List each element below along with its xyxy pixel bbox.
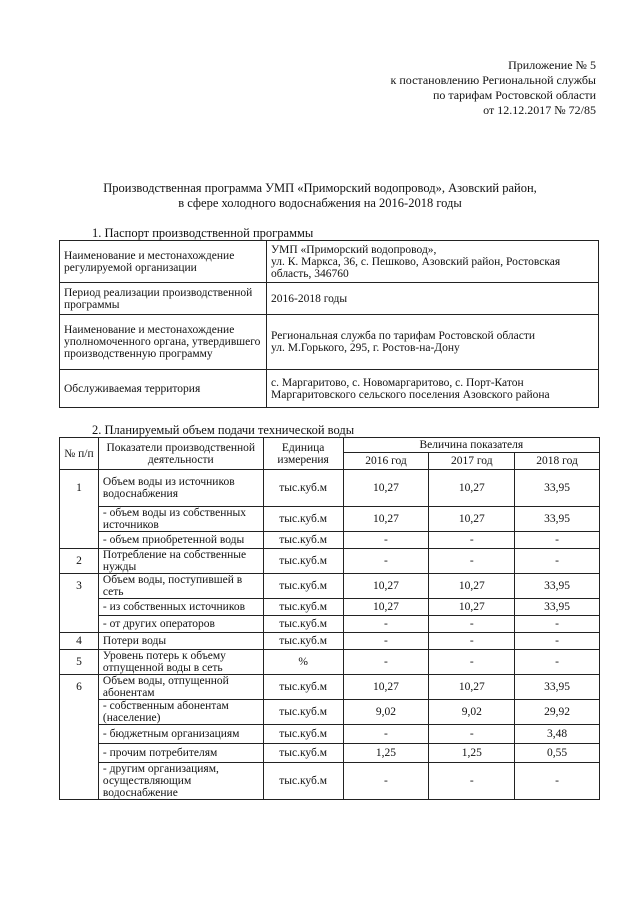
row-indicator: Объем воды, поступившей в сеть xyxy=(98,574,263,599)
table-row xyxy=(60,470,600,507)
row-indicator: - объем воды из собственных источников xyxy=(98,507,263,532)
passport-value-line: Региональная служба по тарифам Ростовской области xyxy=(271,330,536,342)
passport-key: Период реализации производственной программы xyxy=(60,283,267,315)
passport-value xyxy=(267,283,599,315)
row-num xyxy=(60,763,99,800)
row-unit: тыс.куб.м xyxy=(263,675,343,700)
passport-row xyxy=(60,315,599,370)
row-value-2016: - xyxy=(343,650,429,675)
row-value-2016: - xyxy=(343,532,429,549)
header-year: 2018 год xyxy=(515,453,600,470)
passport-key: Обслуживаемая территория xyxy=(60,370,267,408)
row-num xyxy=(60,700,99,725)
passport-value xyxy=(267,315,599,370)
row-unit: тыс.куб.м xyxy=(263,725,343,744)
row-unit: тыс.куб.м xyxy=(263,616,343,633)
row-indicator: Уровень потерь к объему отпущенной воды в сеть xyxy=(98,650,263,675)
row-indicator: - объем приобретенной воды xyxy=(98,532,263,549)
row-unit: тыс.куб.м xyxy=(263,763,343,800)
passport-value-line: с. Маргаритово, с. Новомаргаритово, с. Порт-Катон xyxy=(271,376,524,389)
row-unit: тыс.куб.м xyxy=(263,507,343,532)
row-num xyxy=(60,725,99,744)
row-value-2016: 10,27 xyxy=(343,507,429,532)
row-num: 3 xyxy=(60,574,99,599)
row-value-2018: - xyxy=(515,549,600,574)
passport-value-line: УМП «Приморский водопровод», xyxy=(271,243,437,256)
table-row xyxy=(60,763,600,800)
passport-row xyxy=(60,283,599,315)
row-value-2018: - xyxy=(515,650,600,675)
section-2-heading: 2. Планируемый объем подачи технической воды xyxy=(92,423,355,437)
row-value-2016: - xyxy=(343,763,429,800)
row-num: 1 xyxy=(60,470,99,507)
row-indicator: - от других операторов xyxy=(98,616,263,633)
row-value-2016: 10,27 xyxy=(343,675,429,700)
row-value-2016: - xyxy=(343,633,429,650)
row-num: 2 xyxy=(60,549,99,574)
annex-line-4: от 12.12.2017 № 72/85 xyxy=(483,103,596,117)
row-indicator: - из собственных источников xyxy=(98,599,263,616)
row-unit: тыс.куб.м xyxy=(263,700,343,725)
row-value-2017: 1,25 xyxy=(429,744,515,763)
volume-header-row xyxy=(60,438,600,453)
table-row xyxy=(60,675,600,700)
row-num xyxy=(60,744,99,763)
row-indicator: Объем воды, отпущенной абонентам xyxy=(98,675,263,700)
title-line-1: Производственная программа УМП «Приморский водопровод», Азовский район, xyxy=(103,181,537,195)
row-value-2017: - xyxy=(429,725,515,744)
passport-value-line: область, 346760 xyxy=(271,267,349,280)
table-row xyxy=(60,725,600,744)
row-value-2016: 10,27 xyxy=(343,470,429,507)
row-value-2016: 10,27 xyxy=(343,599,429,616)
row-value-2016: 1,25 xyxy=(343,744,429,763)
row-indicator: - другим организациям, осуществляющим водоснабжение xyxy=(98,763,263,800)
row-value-2017: - xyxy=(429,549,515,574)
row-value-2018: 29,92 xyxy=(515,700,600,725)
row-indicator: Объем воды из источников водоснабжения xyxy=(98,470,263,507)
passport-value-line: ул. К. Маркса, 36, с. Пешково, Азовский район, Ростовская xyxy=(271,255,561,268)
row-indicator: - прочим потребителям xyxy=(98,744,263,763)
row-unit: тыс.куб.м xyxy=(263,532,343,549)
passport-key: Наименование и местонахождение уполномоченного органа, утвердившего производственную программу xyxy=(60,315,267,370)
row-num xyxy=(60,599,99,616)
passport-row xyxy=(60,241,599,283)
header-year: 2016 год xyxy=(343,453,429,470)
row-indicator: - бюджетным организациям xyxy=(98,725,263,744)
row-value-2016: 9,02 xyxy=(343,700,429,725)
row-indicator: - собственным абонентам (население) xyxy=(98,700,263,725)
row-value-2018: 3,48 xyxy=(515,725,600,744)
row-value-2018: - xyxy=(515,616,600,633)
row-unit: тыс.куб.м xyxy=(263,744,343,763)
row-num: 4 xyxy=(60,633,99,650)
row-value-2017: 9,02 xyxy=(429,700,515,725)
row-value-2017: 10,27 xyxy=(429,675,515,700)
passport-key: Наименование и местонахождение регулируемой организации xyxy=(60,241,267,283)
passport-row xyxy=(60,370,599,408)
row-value-2017: - xyxy=(429,633,515,650)
header-num: № п/п xyxy=(60,438,99,470)
row-value-2017: - xyxy=(429,532,515,549)
row-indicator: Потребление на собственные нужды xyxy=(98,549,263,574)
row-value-2018: 33,95 xyxy=(515,507,600,532)
passport-table xyxy=(59,240,599,408)
row-value-2017: - xyxy=(429,616,515,633)
row-value-2018: - xyxy=(515,633,600,650)
annex-line-1: Приложение № 5 xyxy=(508,58,596,72)
table-row xyxy=(60,549,600,574)
table-row xyxy=(60,599,600,616)
header-unit: Единица измерения xyxy=(263,438,343,470)
row-unit: тыс.куб.м xyxy=(263,470,343,507)
table-row xyxy=(60,700,600,725)
passport-value-line: Маргаритовского сельского поселения Азовского района xyxy=(271,388,550,401)
volume-table xyxy=(59,437,600,800)
row-value-2017: 10,27 xyxy=(429,599,515,616)
table-row xyxy=(60,507,600,532)
volume-table-body xyxy=(60,470,600,800)
table-row xyxy=(60,616,600,633)
row-value-2018: - xyxy=(515,763,600,800)
table-row xyxy=(60,574,600,599)
row-num: 6 xyxy=(60,675,99,700)
row-num: 5 xyxy=(60,650,99,675)
header-year: 2017 год xyxy=(429,453,515,470)
row-value-2018: 33,95 xyxy=(515,675,600,700)
annex-header xyxy=(391,58,596,118)
row-num xyxy=(60,532,99,549)
passport-value-line: 2016-2018 годы xyxy=(271,292,348,305)
row-value-2017: - xyxy=(429,650,515,675)
table-row xyxy=(60,532,600,549)
row-unit: % xyxy=(263,650,343,675)
row-value-2016: 10,27 xyxy=(343,574,429,599)
passport-value xyxy=(267,241,599,283)
row-unit: тыс.куб.м xyxy=(263,574,343,599)
document-title xyxy=(0,181,640,211)
row-value-2016: - xyxy=(343,725,429,744)
row-value-2016: - xyxy=(343,549,429,574)
table-row xyxy=(60,744,600,763)
annex-line-2: к постановлению Региональной службы xyxy=(390,73,596,87)
row-value-2018: - xyxy=(515,532,600,549)
row-num xyxy=(60,616,99,633)
row-unit: тыс.куб.м xyxy=(263,549,343,574)
row-value-2018: 33,95 xyxy=(515,599,600,616)
header-indicator: Показатели производственной деятельности xyxy=(98,438,263,470)
row-value-2018: 33,95 xyxy=(515,574,600,599)
row-unit: тыс.куб.м xyxy=(263,599,343,616)
row-value-2017: 10,27 xyxy=(429,574,515,599)
row-value-2016: - xyxy=(343,616,429,633)
section-1-heading: 1. Паспорт производственной программы xyxy=(92,226,314,240)
row-value-2017: - xyxy=(429,763,515,800)
passport-value xyxy=(267,370,599,408)
annex-line-3: по тарифам Ростовской области xyxy=(432,88,596,102)
row-value-2017: 10,27 xyxy=(429,470,515,507)
row-unit: тыс.куб.м xyxy=(263,633,343,650)
row-indicator: Потери воды xyxy=(98,633,263,650)
header-value: Величина показателя xyxy=(343,438,599,453)
passport-value-line: ул. М.Горького, 295, г. Ростов-на-Дону xyxy=(271,342,460,354)
title-line-2: в сфере холодного водоснабжения на 2016-2018 годы xyxy=(178,196,462,210)
table-row xyxy=(60,633,600,650)
row-num xyxy=(60,507,99,532)
row-value-2018: 0,55 xyxy=(515,744,600,763)
row-value-2018: 33,95 xyxy=(515,470,600,507)
table-row xyxy=(60,650,600,675)
row-value-2017: 10,27 xyxy=(429,507,515,532)
